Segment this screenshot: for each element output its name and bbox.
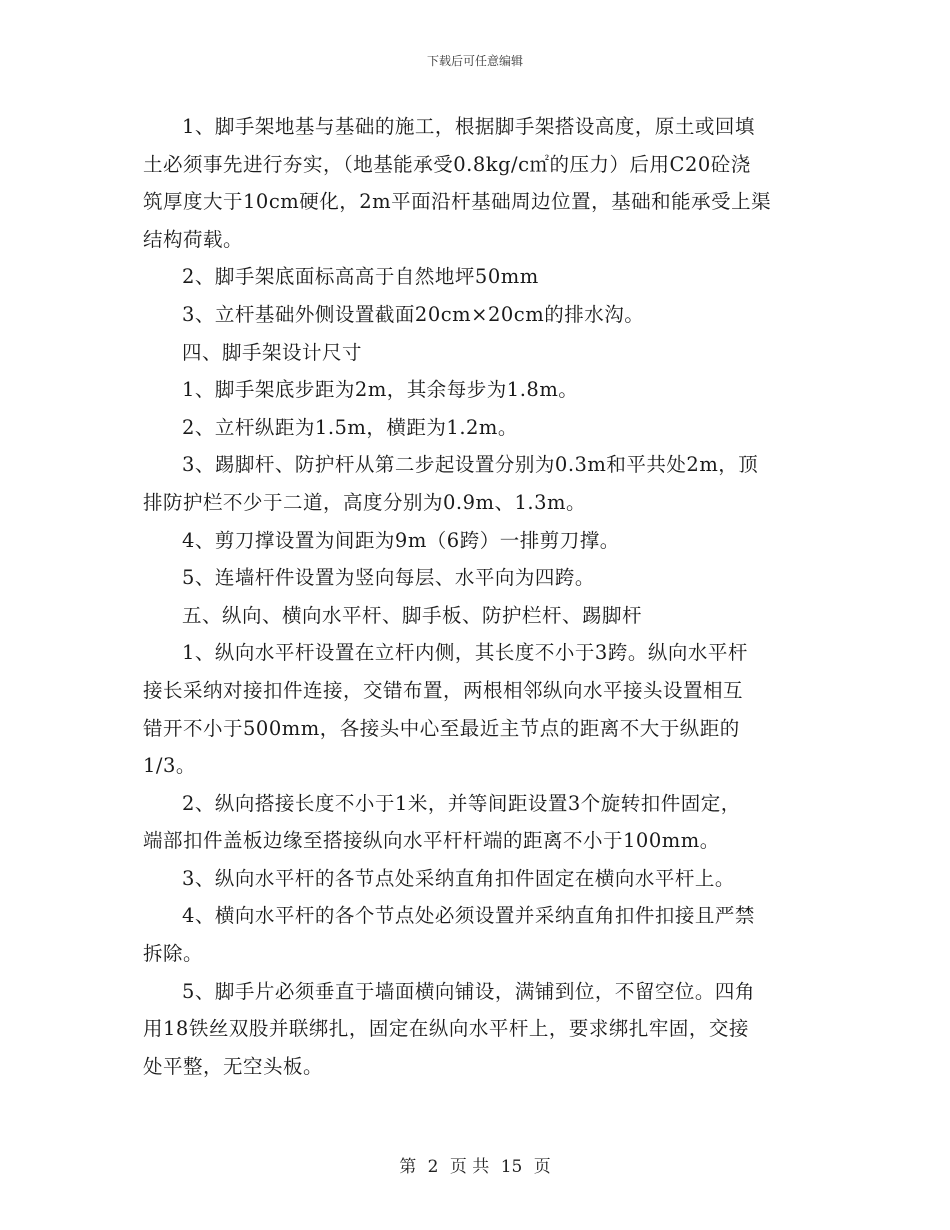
text-line: 筑厚度大于10cm硬化，2m平面沿杆基础周边位置，基础和能承受上渠 (143, 190, 772, 214)
text-line: 端部扣件盖板边缘至搭接纵向水平杆杆端的距离不小于100mm。 (143, 829, 720, 853)
text-line: 4、横向水平杆的各个节点处必须设置并采纳直角扣件扣接且严禁 (182, 904, 755, 928)
text-line: 五、纵向、横向水平杆、脚手板、防护栏杆、踢脚杆 (182, 603, 643, 627)
paragraph (143, 597, 811, 635)
text-line: 1、纵向水平杆设置在立杆内侧，其长度不小于3跨。纵向水平杆 (182, 641, 748, 665)
footer-suffix: 页 (533, 1157, 551, 1177)
text-line: 5、连墙杆件设置为竖向每层、水平向为四跨。 (182, 566, 595, 590)
text-line: 2、纵向搭接长度不小于1米，并等间距设置3个旋转扣件固定， (182, 791, 741, 815)
text-line: 用18铁丝双股并联绑扎，固定在纵向水平杆上，要求绑扎牢固，交接 (143, 1017, 749, 1041)
paragraph (143, 897, 811, 972)
paragraph (143, 334, 811, 372)
text-line: 拆除。 (143, 942, 204, 966)
paragraph (143, 785, 811, 860)
text-line: 3、立杆基础外侧设置截面20cm×20cm的排水沟。 (182, 302, 645, 326)
paragraph (143, 634, 811, 784)
paragraph (143, 108, 811, 258)
text-line: 3、踢脚杆、防护杆从第二步起设置分别为0.3m和平共处2m，顶 (182, 453, 759, 477)
text-line: 结构荷载。 (143, 227, 244, 251)
paragraph (143, 446, 811, 521)
page-number: 2 (427, 1157, 439, 1177)
paragraph (143, 522, 811, 560)
text-line: 四、脚手架设计尺寸 (182, 340, 363, 364)
text-line: 5、脚手片必须垂直于墙面横向铺设，满铺到位，不留空位。四角 (182, 979, 755, 1003)
paragraph (143, 258, 811, 296)
text-line: 2、脚手架底面标高高于自然地坪50mm (182, 265, 539, 289)
page-footer (0, 1152, 950, 1177)
paragraph (143, 409, 811, 447)
total-pages: 15 (500, 1157, 523, 1177)
text-line: 排防护栏不少于二道，高度分别为0.9m、1.3m。 (143, 490, 587, 514)
paragraph (143, 559, 811, 597)
text-line: 接长采纳对接扣件连接，交错布置，两根相邻纵向水平接头设置相互 (143, 678, 744, 702)
footer-prefix: 第 (399, 1157, 417, 1177)
text-line: 土必须事先进行夯实，（地基能承受0.8kg/c㎡的压力）后用C20砼浇 (143, 152, 751, 176)
text-line: 2、立杆纵距为1.5m，横距为1.2m。 (182, 415, 518, 439)
text-line: 错开不小于500mm，各接头中心至最近主节点的距离不大于纵距的 (143, 716, 740, 740)
paragraph (143, 371, 811, 409)
text-line: 4、剪刀撑设置为间距为9m（6跨）一排剪刀撑。 (182, 528, 620, 552)
text-line: 1、脚手架地基与基础的施工，根据脚手架搭设高度，原土或回填 (182, 115, 755, 138)
text-line: 1/3。 (143, 754, 196, 778)
page-header: 下载后可任意编辑 (426, 54, 523, 68)
paragraph (143, 973, 811, 1086)
text-line: 3、纵向水平杆的各节点处采纳直角扣件固定在横向水平杆上。 (182, 866, 735, 890)
text-line: 处平整，无空头板。 (143, 1054, 324, 1078)
paragraph (143, 296, 811, 334)
paragraph (143, 860, 811, 898)
text-line: 1、脚手架底步距为2m，其余每步为1.8m。 (182, 378, 579, 402)
footer-middle: 页 共 (449, 1157, 490, 1177)
document-body (143, 108, 811, 1085)
